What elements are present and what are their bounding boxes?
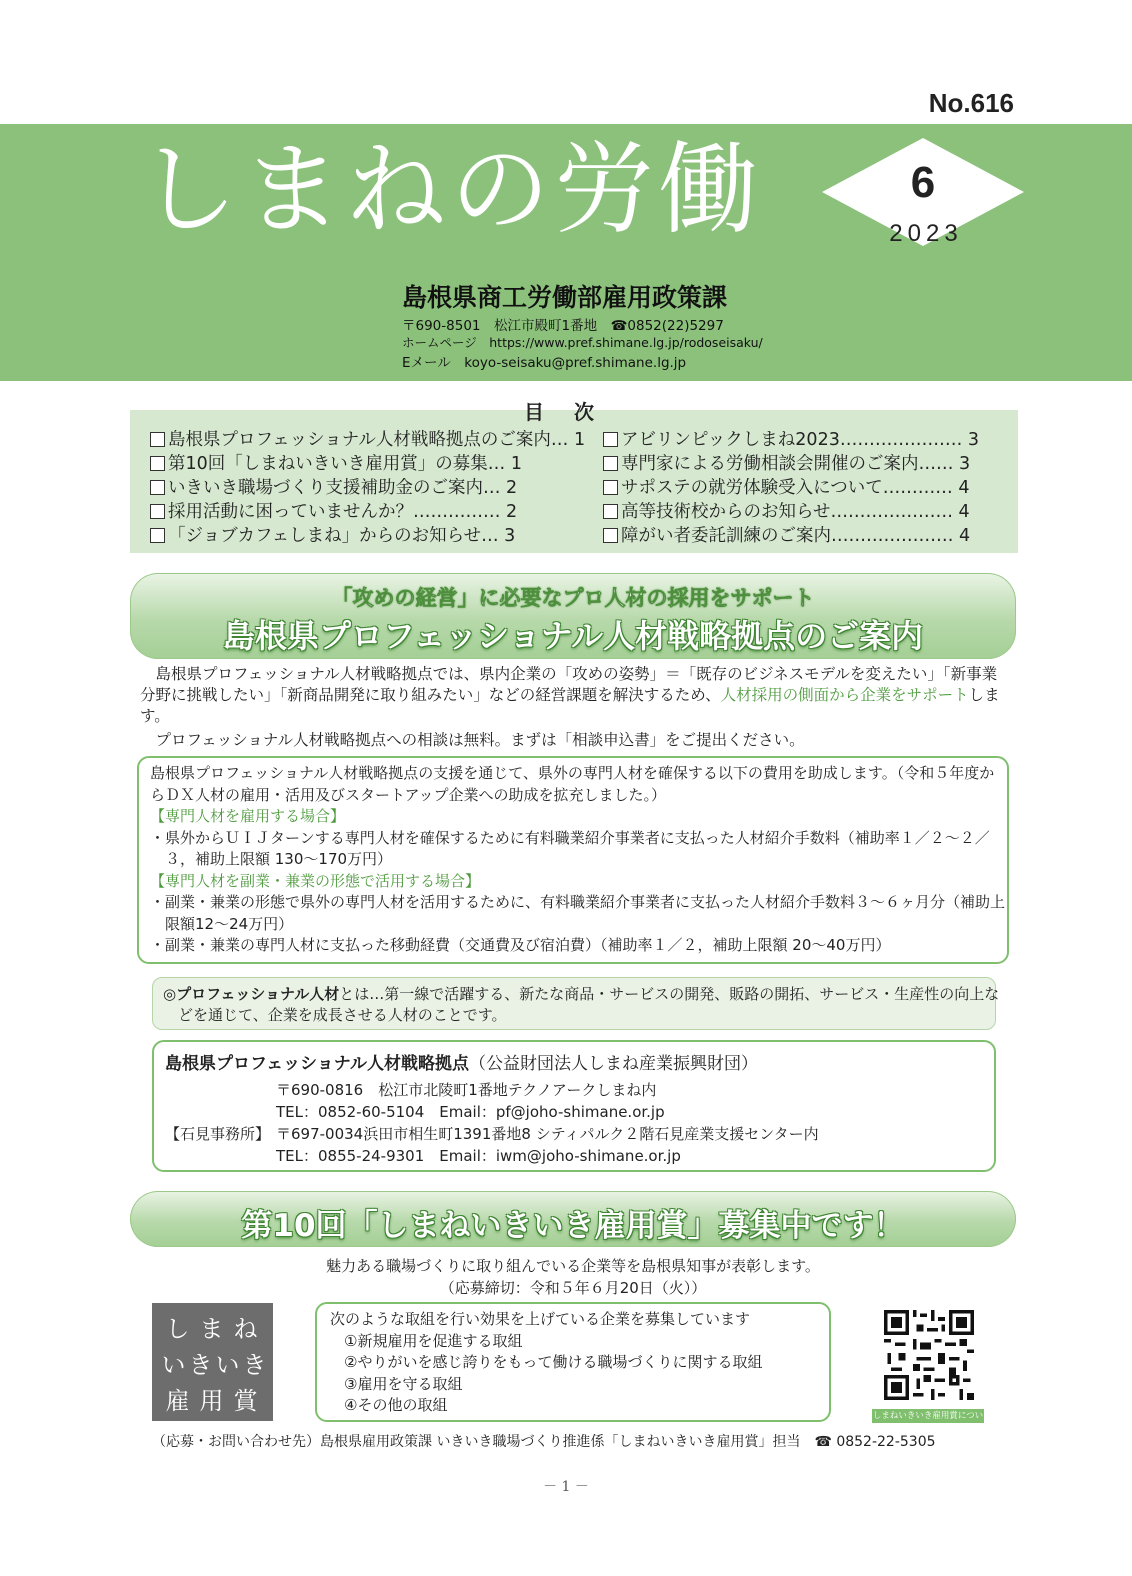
branch-tel-email[interactable]: TEL：0855-24-9301 Email：iwm@joho-shimane.or.jp	[276, 1147, 681, 1165]
toc-title: 目次	[524, 400, 624, 424]
definition-text: ◎プロフェッショナル人材とは…第一線で活躍する、新たな商品・サービスの開発、販路の開拓、サービス・生産性の向上などを通じて、企業を成長させる人材のことです。	[163, 985, 1000, 1024]
award-contact-line: （応募・お問い合わせ先）島根県雇用政策課 いきいき職場づくり推進係「しまねいきいき雇用賞」担当 ☎ 0852-22-5305	[152, 1434, 936, 1450]
issue-year: 2023	[889, 220, 963, 247]
toc-item[interactable]: いきいき職場づくり支援補助金のご案内… 2	[150, 476, 585, 500]
checkbox-icon	[603, 504, 618, 519]
checkbox-icon	[150, 504, 165, 519]
section2-deadline: （応募締切：令和５年６月20日（火））	[439, 1279, 707, 1297]
checkbox-icon	[603, 480, 618, 495]
award-criteria-item: ④その他の取組	[344, 1396, 448, 1414]
award-criteria	[330, 1309, 762, 1417]
toc-item[interactable]: 島根県プロフェッショナル人材戦略拠点のご案内… 1	[150, 428, 585, 452]
contact-address: 〒690-0816 松江市北陵町1番地テクノアークしまね内	[276, 1081, 657, 1099]
checkbox-icon	[603, 528, 618, 543]
award-criteria-item: ③雇用を守る取組	[344, 1374, 463, 1393]
toc-item[interactable]: サポステの就労体験受入について………… 4	[603, 476, 979, 500]
checkbox-icon	[603, 432, 618, 447]
toc-item[interactable]: 第10回「しまねいきいき雇用賞」の募集… 1	[150, 452, 585, 476]
award-logo-line: いきいき	[161, 1351, 270, 1379]
award-criteria-intro: 次のような取組を行い効果を上げている企業を募集しています	[330, 1310, 751, 1328]
checkbox-icon	[150, 432, 165, 447]
issue-number: No.616	[928, 88, 1014, 118]
section1-paragraph-2: プロフェッショナル人材戦略拠点への相談は無料。まずは「相談申込書」をご提出ください。	[140, 731, 805, 749]
subsidy-heading-a: 【専門人材を雇用する場合】	[150, 807, 346, 825]
subsidy-intro: 島根県プロフェッショナル人材戦略拠点の支援を通じて、県外の専門人材を確保する以下の費用を助成します。（令和５年度からＤＸ人材の雇用・活用及びスタートアップ企業への助成を拡充しました。）	[150, 764, 995, 804]
toc-left-column	[150, 428, 585, 548]
section1-paragraph: 島根県プロフェッショナル人材戦略拠点では、県内企業の「攻めの姿勢」＝「既存のビジネスモデルを変えたい」「新事業分野に挑戦したい」「新商品開発に取り組みたい」などの経営課題を解決するため、人材採用の側面から企業をサポートします。	[140, 665, 1000, 725]
subsidy-item-a: ・県外からＵＩＪターンする専門人材を確保するために有料職業紹介事業者に支払った人材紹介手数料（補助率１／２～２／３，補助上限額 130～170万円）	[150, 828, 990, 868]
toc-item[interactable]: 高等技術校からのお知らせ………………… 4	[603, 500, 979, 524]
checkbox-icon	[150, 528, 165, 543]
section2-lead: 魅力ある職場づくりに取り組んでいる企業等を島根県知事が表彰します。	[326, 1257, 820, 1275]
newsletter-title: しまねの労働	[138, 131, 762, 248]
subsidy-box-content	[150, 763, 1005, 957]
branch-address: 〒697-0034浜田市相生町1391番地8 シティパルク２階石見産業支援センター内	[276, 1125, 819, 1143]
toc-item[interactable]: アビリンピックしまね2023………………… 3	[603, 428, 979, 452]
section2-heading: 第10回「しまねいきいき雇用賞」募集中です！	[241, 1208, 905, 1244]
award-criteria-item: ①新規雇用を促進する取組	[344, 1331, 523, 1350]
subsidy-heading-b: 【専門人材を副業・兼業の形態で活用する場合】	[150, 871, 481, 890]
department-homepage[interactable]: ホームページ https://www.pref.shimane.lg.jp/rodoseisaku/	[402, 335, 763, 350]
section1-heading: 島根県プロフェッショナル人材戦略拠点のご案内	[222, 617, 924, 655]
award-logo-line: しまね	[165, 1315, 268, 1343]
award-logo	[152, 1303, 273, 1421]
department-name: 島根県商工労働部雇用政策課	[402, 283, 728, 312]
checkbox-icon	[603, 456, 618, 471]
toc-item[interactable]: 「ジョブカフェしまね」からのお知らせ… 3	[150, 524, 585, 548]
department-email[interactable]: Eメール koyo-seisaku@pref.shimane.lg.jp	[402, 355, 687, 371]
contact-tel-email[interactable]: TEL：0852-60-5104 Email：pf@joho-shimane.or.jp	[276, 1103, 665, 1121]
toc-right-column	[603, 428, 979, 548]
checkbox-icon	[150, 480, 165, 495]
checkbox-icon	[150, 456, 165, 471]
department-address: 〒690-8501 松江市殿町1番地 ☎0852(22)5297	[402, 318, 724, 334]
toc-item[interactable]: 専門家による労働相談会開催のご案内…… 3	[603, 452, 979, 476]
subsidy-item-b2: ・副業・兼業の専門人材に支払った移動経費（交通費及び宿泊費）（補助率１／２，補助上限額 20～40万円）	[150, 936, 891, 954]
toc-item[interactable]: 障がい者委託訓練のご案内………………… 4	[603, 524, 979, 548]
section1-subtitle: 「攻めの経営」に必要なプロ人材の採用をサポート	[331, 586, 815, 610]
qr-code[interactable]	[884, 1310, 974, 1400]
subsidy-item-b1: ・副業・兼業の形態で県外の専門人材を活用するために、有料職業紹介事業者に支払った人材紹介手数料３～６ヶ月分（補助上限額12～24万円）	[150, 893, 1006, 933]
issue-month: 6	[910, 158, 936, 207]
award-logo-line: 雇用賞	[165, 1387, 268, 1415]
page-number: － 1 －	[543, 1479, 589, 1495]
qr-label: しまねいきいき雇用賞について	[872, 1411, 984, 1435]
contact-heading: 島根県プロフェッショナル人材戦略拠点（公益財団法人しまね産業振興財団）	[165, 1054, 758, 1074]
toc-item[interactable]: 採用活動に困っていませんか？…………… 2	[150, 500, 585, 524]
branch-label: 【石見事務所】	[165, 1125, 271, 1143]
award-criteria-item: ②やりがいを感じ誇りをもって働ける職場づくりに関する取組	[344, 1353, 763, 1371]
